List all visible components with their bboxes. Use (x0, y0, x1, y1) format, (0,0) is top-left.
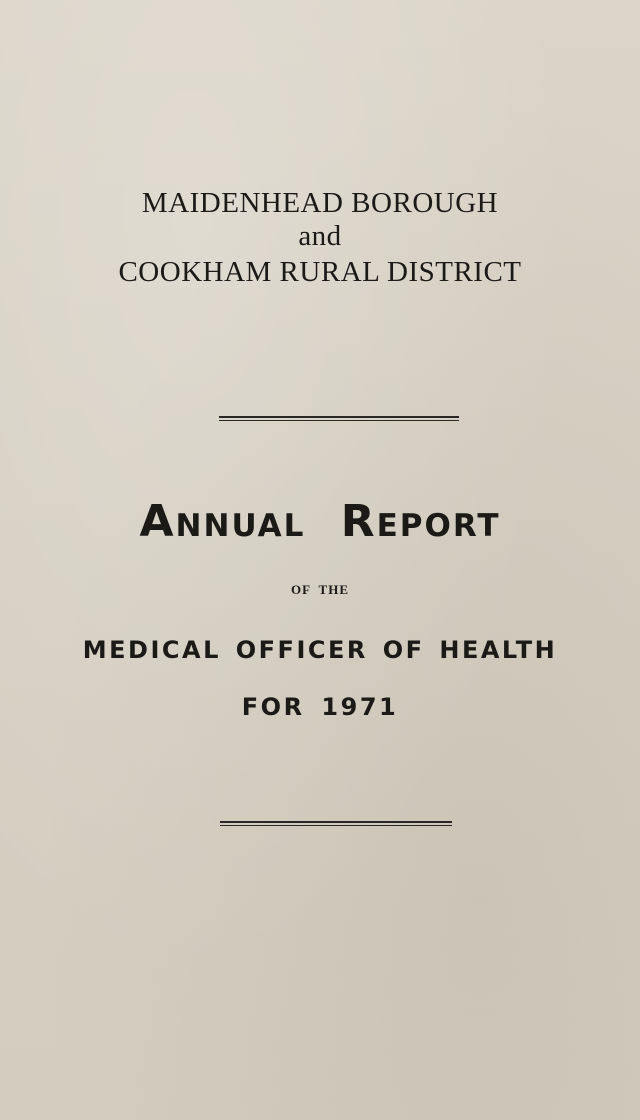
report-year: FOR 1971 (241, 693, 399, 721)
of-the-text: OF THE (290, 582, 350, 597)
officer-title: MEDICAL OFFICER OF HEALTH (82, 636, 558, 664)
report-title: Annual Report (139, 496, 501, 547)
authority-name-line: MAIDENHEAD BOROUGH (141, 187, 499, 219)
conjunction-line: and (298, 220, 342, 252)
top-double-rule (219, 416, 459, 421)
district-name-line: COOKHAM RURAL DISTRICT (118, 256, 522, 288)
bottom-double-rule (220, 821, 452, 826)
